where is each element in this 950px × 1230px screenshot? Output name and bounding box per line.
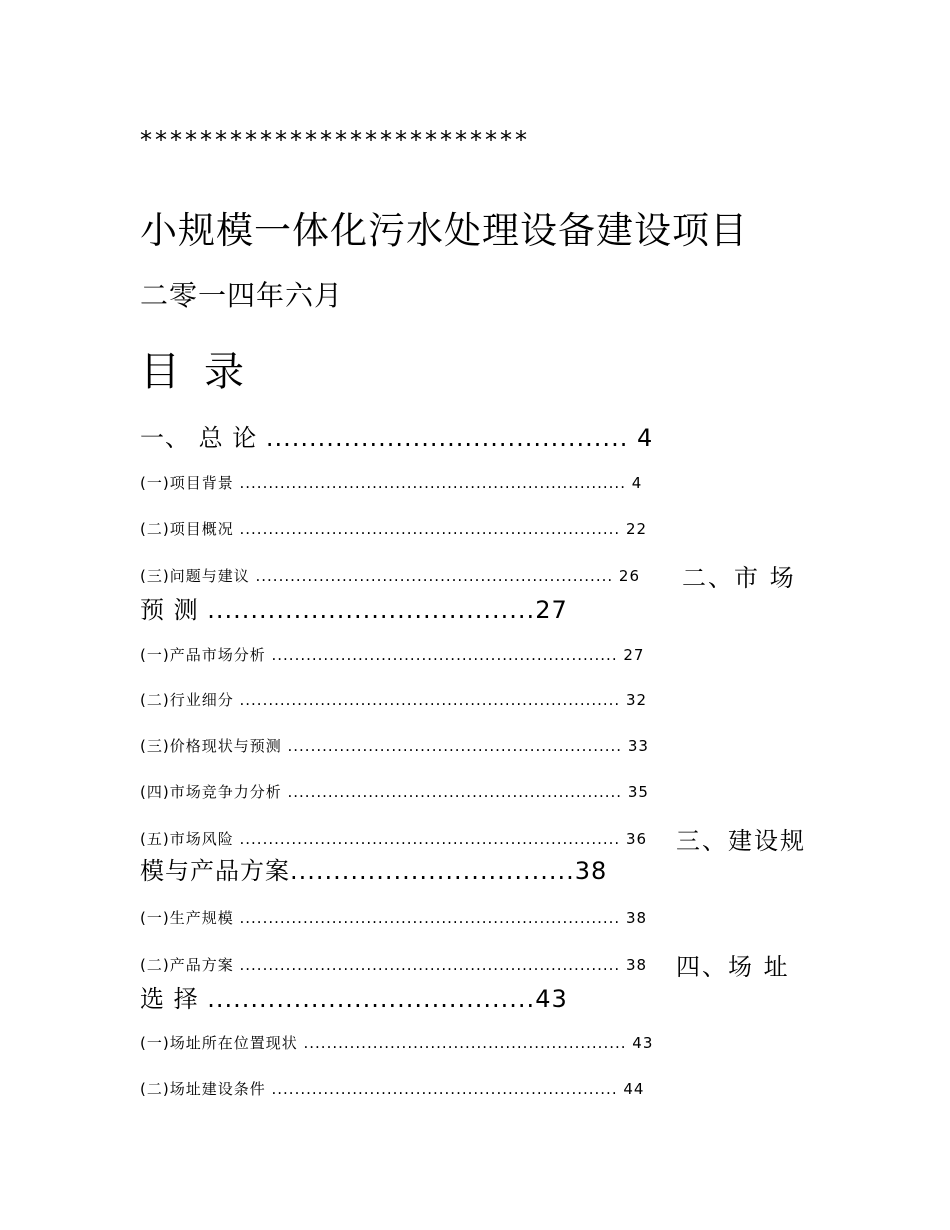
toc-chapter-label: 一、 总 论 xyxy=(140,424,258,452)
toc-entry-1-3[interactable] xyxy=(140,565,640,586)
toc-entry-2-4[interactable] xyxy=(140,781,649,802)
toc-leader-dots: ............................................................ xyxy=(271,1080,618,1098)
toc-chapter-2-continued[interactable] xyxy=(140,590,568,625)
toc-entry-label: (二)项目概况 xyxy=(140,520,234,538)
toc-leader-dots: ...................................... xyxy=(207,596,536,624)
toc-leader-dots: .................................................................. xyxy=(239,691,621,709)
toc-entry-label: (二)行业细分 xyxy=(140,691,234,709)
toc-page-number: 36 xyxy=(625,830,648,848)
toc-entry-2-1[interactable] xyxy=(140,644,644,665)
toc-entry-2-3[interactable] xyxy=(140,735,649,756)
toc-entry-label: (三)问题与建议 xyxy=(140,567,250,585)
toc-chapter-2[interactable]: 二、市 场 xyxy=(682,564,796,592)
toc-page-number: 38 xyxy=(625,909,648,927)
toc-leader-dots: .................................................................. xyxy=(239,909,621,927)
toc-entry-2-2[interactable] xyxy=(140,689,647,710)
toc-entry-3-1[interactable] xyxy=(140,907,647,928)
toc-page-number: 43 xyxy=(632,1034,654,1052)
document-title: 小规模一体化污水处理设备建设项目 xyxy=(140,209,748,252)
toc-leader-dots: ............................................................ xyxy=(271,646,618,664)
document-date: 二零一四年六月 xyxy=(140,279,344,312)
toc-chapter-label: 选 择 xyxy=(140,985,199,1013)
toc-heading-char-2: 录 xyxy=(204,349,244,395)
toc-leader-dots: ...................................... xyxy=(207,985,536,1013)
toc-entry-label: (五)市场风险 xyxy=(140,830,234,848)
toc-heading-char-1: 目 xyxy=(140,349,180,395)
toc-page-number: 27 xyxy=(535,596,568,624)
toc-leader-dots: ................................................................... xyxy=(239,474,626,492)
toc-entry-label: (一)产品市场分析 xyxy=(140,646,266,664)
toc-chapter-4-continued[interactable] xyxy=(140,979,568,1014)
toc-entry-label: (一)项目背景 xyxy=(140,474,234,492)
toc-page-number: 32 xyxy=(625,691,648,709)
toc-page-number: 27 xyxy=(623,646,645,664)
toc-page-number: 35 xyxy=(627,783,649,801)
toc-entry-3-2[interactable] xyxy=(140,954,647,975)
toc-chapter-3-continued[interactable] xyxy=(140,851,607,886)
toc-page-number: 43 xyxy=(535,985,568,1013)
toc-leader-dots: ........................................................ xyxy=(303,1034,627,1052)
toc-chapter-label: 模与产品方案 xyxy=(140,857,290,885)
toc-entry-label: (二)产品方案 xyxy=(140,956,234,974)
toc-page-number: 4 xyxy=(636,424,654,452)
toc-chapter-3[interactable]: 三、建设规 xyxy=(676,827,806,855)
toc-entry-label: (四)市场竞争力分析 xyxy=(140,783,282,801)
toc-chapter-1[interactable] xyxy=(140,418,653,453)
toc-page-number: 44 xyxy=(623,1080,645,1098)
toc-leader-dots: .......................................... xyxy=(265,424,629,452)
toc-heading xyxy=(140,340,244,397)
toc-leader-dots: .............................................................. xyxy=(255,567,614,585)
toc-entry-4-2[interactable] xyxy=(140,1078,644,1099)
toc-page-number: 38 xyxy=(574,857,608,885)
toc-page-number: 33 xyxy=(627,737,649,755)
toc-page-number: 38 xyxy=(625,956,648,974)
toc-entry-4-1[interactable] xyxy=(140,1032,653,1053)
toc-entry-label: (一)场址所在位置现状 xyxy=(140,1034,298,1052)
toc-page-number: 26 xyxy=(618,567,640,585)
toc-entry-1-2[interactable] xyxy=(140,518,647,539)
toc-chapter-label: 预 测 xyxy=(140,596,199,624)
toc-page-number: 22 xyxy=(625,520,648,538)
toc-entry-label: (二)场址建设条件 xyxy=(140,1080,266,1098)
toc-leader-dots: .......................................................... xyxy=(287,737,623,755)
toc-leader-dots: .................................................................. xyxy=(239,956,621,974)
toc-entry-2-5[interactable] xyxy=(140,828,647,849)
toc-entry-label: (三)价格现状与预测 xyxy=(140,737,282,755)
toc-page-number: 4 xyxy=(631,474,643,492)
asterisk-divider: ************************** xyxy=(140,126,530,154)
toc-entry-1-1[interactable] xyxy=(140,472,642,493)
toc-leader-dots: .......................................................... xyxy=(287,783,623,801)
toc-leader-dots: .................................................................. xyxy=(239,830,621,848)
toc-leader-dots: ................................. xyxy=(290,857,575,885)
toc-chapter-4[interactable]: 四、场 址 xyxy=(676,953,790,981)
toc-entry-label: (一)生产规模 xyxy=(140,909,234,927)
toc-leader-dots: .................................................................. xyxy=(239,520,621,538)
